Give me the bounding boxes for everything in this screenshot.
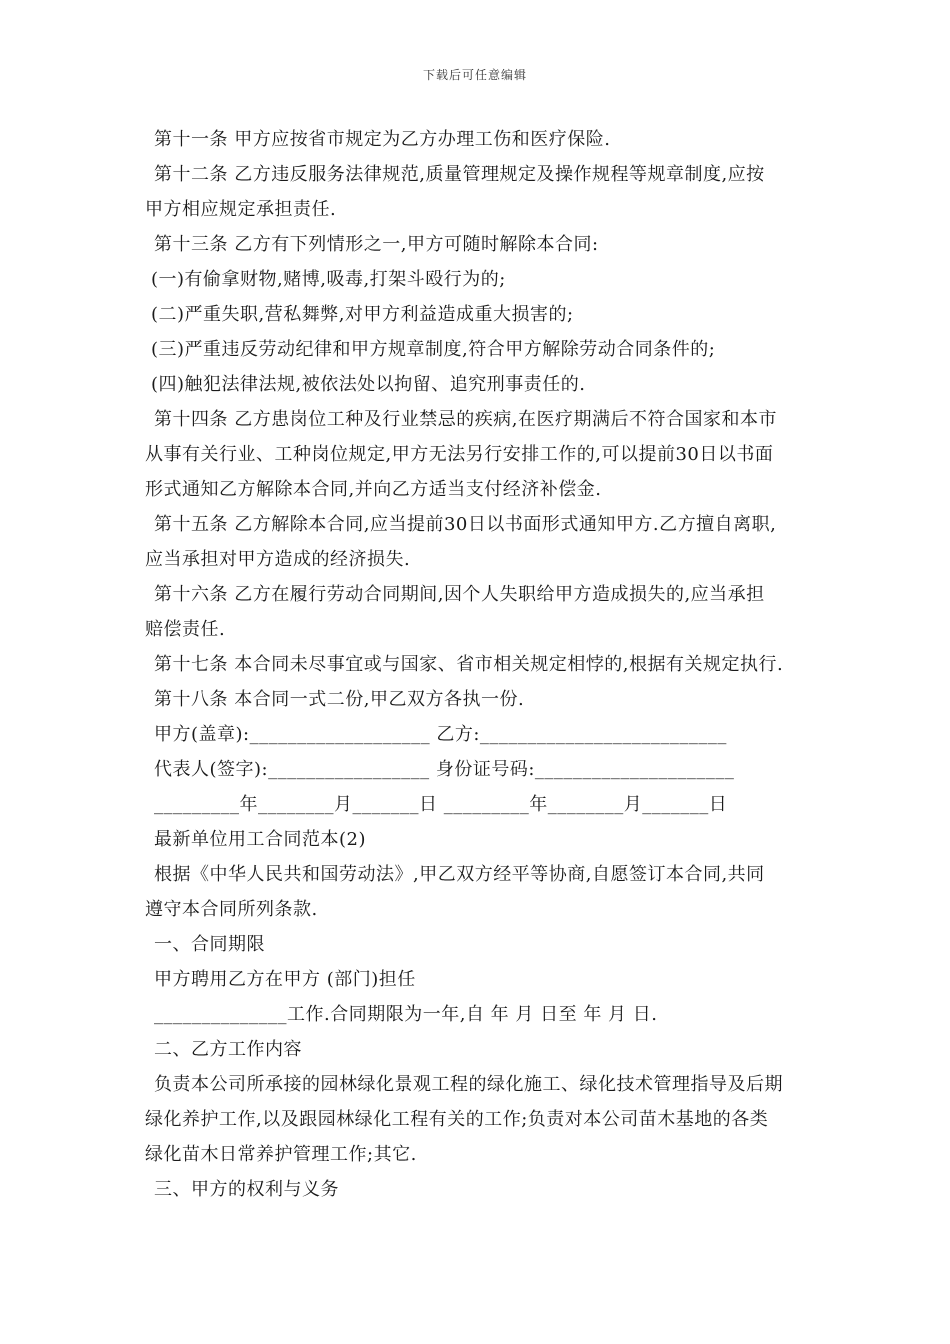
clause-1: (一)有偷拿财物,赌博,吸毒,打架斗殴行为的; [151,269,506,290]
heading-work-content: 二、乙方工作内容 [154,1039,302,1060]
page-header: 下载后可任意编辑 [422,68,527,82]
clause-4: (四)触犯法律法规,被依法处以拘留、追究刑事责任的. [151,374,586,395]
work-line-1: 负责本公司所承接的园林绿化景观工程的绿化施工、绿化技术管理指导及后期 [154,1074,783,1095]
article-14-line-3: 形式通知乙方解除本合同,并向乙方适当支付经济补偿金. [145,479,602,500]
section-title: 最新单位用工合同范本(2) [154,829,366,850]
article-12-line-1: 第十二条 乙方违反服务法律规范,质量管理规定及操作规程等规章制度,应按 [154,164,765,185]
article-13: 第十三条 乙方有下列情形之一,甲方可随时解除本合同: [154,234,599,255]
article-18: 第十八条 本合同一式二份,甲乙双方各执一份. [154,689,525,710]
article-16-line-2: 赔偿责任. [145,619,226,640]
term-line-1: 甲方聘用乙方在甲方 (部门)担任 [154,969,416,990]
article-14-line-1: 第十四条 乙方患岗位工种及行业禁忌的疾病,在医疗期满后不符合国家和本市 [154,409,777,430]
signature-party-a: 甲方(盖章):___________________ 乙方:__________________________ [154,724,727,745]
article-11: 第十一条 甲方应按省市规定为乙方办理工伤和医疗保险. [154,129,611,150]
article-14-line-2: 从事有关行业、工种岗位规定,甲方无法另行安排工作的,可以提前30日以书面 [145,444,774,465]
clause-3: (三)严重违反劳动纪律和甲方规章制度,符合甲方解除劳动合同条件的; [151,339,716,360]
article-15-line-2: 应当承担对甲方造成的经济损失. [145,549,411,570]
heading-contract-term: 一、合同期限 [154,934,265,955]
work-line-2: 绿化养护工作,以及跟园林绿化工程有关的工作;负责对本公司苗木基地的各类 [145,1109,769,1130]
signature-dates: _________年________月_______日 _________年________月_______日 [154,794,728,815]
signature-representative: 代表人(签字):_________________ 身份证号码:_____________________ [154,759,735,780]
article-16-line-1: 第十六条 乙方在履行劳动合同期间,因个人失职给甲方造成损失的,应当承担 [154,584,765,605]
article-17: 第十七条 本合同未尽事宜或与国家、省市相关规定相悖的,根据有关规定执行. [154,654,784,675]
article-12-line-2: 甲方相应规定承担责任. [145,199,337,220]
intro-line-1: 根据《中华人民共和国劳动法》,甲乙双方经平等协商,自愿签订本合同,共同 [154,864,765,885]
intro-line-2: 遵守本合同所列条款. [145,899,318,920]
term-line-2: ______________工作.合同期限为一年,自 年 月 日至 年 月 日. [154,1004,658,1025]
work-line-3: 绿化苗木日常养护管理工作;其它. [145,1144,417,1165]
document-body [145,122,815,1207]
heading-party-a-rights: 三、甲方的权利与义务 [154,1179,339,1200]
article-15-line-1: 第十五条 乙方解除本合同,应当提前30日以书面形式通知甲方.乙方擅自离职, [154,514,777,535]
clause-2: (二)严重失职,营私舞弊,对甲方利益造成重大损害的; [151,304,574,325]
